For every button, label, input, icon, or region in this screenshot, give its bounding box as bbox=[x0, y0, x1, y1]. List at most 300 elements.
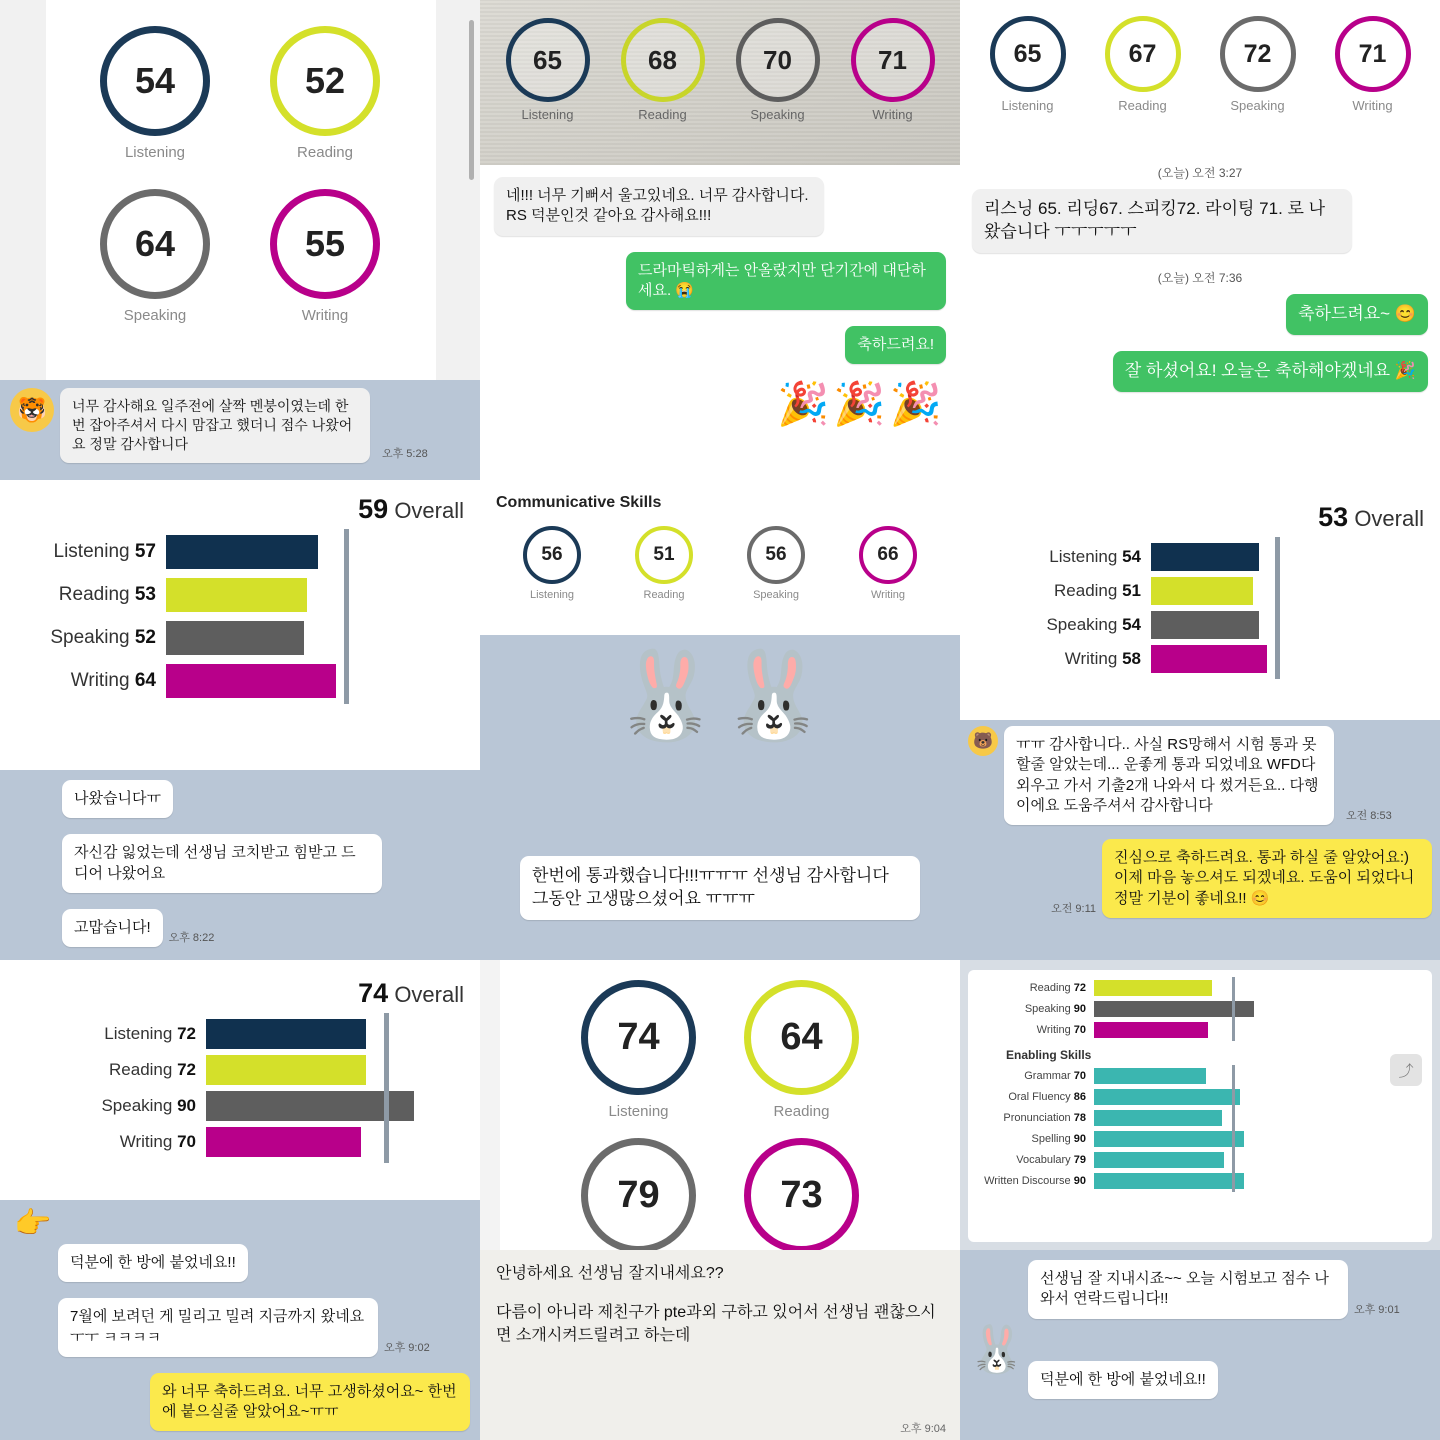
share-icon[interactable]: ⤴ bbox=[1390, 1054, 1422, 1086]
score-ring-writing bbox=[851, 18, 935, 122]
rabbit-sticker-icon: 🐰🐰 bbox=[612, 648, 828, 744]
bar-label bbox=[16, 1060, 206, 1080]
message-timestamp: 오후 9:04 bbox=[900, 1423, 946, 1435]
score-ring-listening bbox=[990, 16, 1066, 113]
chat-message-text: 안녕하세요 선생님 잘지내세요?? bbox=[496, 1265, 724, 1282]
chat-bubble: 고맙습니다! bbox=[62, 909, 163, 947]
bar-track bbox=[166, 664, 464, 698]
score-ring-label: Listening bbox=[608, 1103, 669, 1120]
chat-row bbox=[494, 177, 946, 244]
chat-bubble: 축하드려요! bbox=[845, 326, 946, 364]
chat-bubble: 선생님 잘 지내시죠~~ 오늘 시험보고 점수 나와서 연락드립니다!! bbox=[1028, 1260, 1348, 1319]
overall-score-value: 74 bbox=[358, 978, 389, 1008]
avatar: 🐯 bbox=[10, 388, 54, 432]
bar-track bbox=[206, 1019, 464, 1049]
bar-label bbox=[976, 1154, 1094, 1166]
score-ring-value: 79 bbox=[581, 1138, 696, 1253]
overall-score-value: 59 bbox=[358, 494, 389, 524]
bar-fill bbox=[1094, 980, 1212, 996]
bar-label-text: Reading bbox=[58, 584, 130, 605]
chat-thread-7 bbox=[0, 1200, 480, 1440]
collage-cell-9 bbox=[960, 960, 1440, 1440]
ring-row bbox=[496, 526, 944, 601]
score-ring-value: 71 bbox=[851, 18, 935, 102]
score-ring-value: 54 bbox=[100, 26, 210, 136]
bar-fill bbox=[206, 1091, 414, 1121]
overall-score bbox=[16, 978, 464, 1009]
bar-value: 53 bbox=[134, 584, 156, 605]
average-marker bbox=[1232, 1065, 1235, 1087]
bar-value: 72 bbox=[177, 1024, 196, 1043]
bar-label-text: Writing bbox=[1064, 649, 1118, 668]
bar-fill bbox=[206, 1127, 361, 1157]
score-ring-label: Reading bbox=[297, 144, 353, 161]
ring-row-top bbox=[18, 26, 462, 161]
average-marker bbox=[1232, 1128, 1235, 1150]
average-marker bbox=[1232, 1019, 1235, 1041]
scrollbar[interactable] bbox=[469, 20, 474, 180]
bar-value: 70 bbox=[177, 1132, 196, 1151]
overall-score-value: 53 bbox=[1318, 502, 1349, 532]
bar-value: 90 bbox=[1073, 1133, 1086, 1145]
bar-track bbox=[166, 535, 464, 569]
bar-label bbox=[16, 627, 166, 649]
bar-row-pronunciation bbox=[976, 1110, 1424, 1126]
bar-row-writing bbox=[976, 1022, 1424, 1038]
bar-label bbox=[976, 1091, 1094, 1103]
bar-fill bbox=[166, 664, 336, 698]
score-barchart-7 bbox=[0, 960, 480, 1200]
score-ring-label: Reading bbox=[773, 1103, 830, 1120]
bar-value: 86 bbox=[1073, 1091, 1086, 1103]
bar-value: 58 bbox=[1122, 649, 1141, 668]
score-ring-label: Writing bbox=[301, 307, 349, 324]
bar-track bbox=[1094, 1173, 1424, 1189]
bar-fill bbox=[1094, 1173, 1244, 1189]
bar-fill bbox=[1094, 1110, 1222, 1126]
chat-row bbox=[494, 326, 946, 372]
bar-row-reading bbox=[16, 578, 464, 612]
score-ring-value: 67 bbox=[1105, 16, 1181, 92]
score-ring-label: Speaking bbox=[753, 589, 799, 601]
bar-value: 90 bbox=[1073, 1175, 1086, 1187]
score-ring-label: Reading bbox=[643, 589, 685, 601]
bar-fill bbox=[1094, 1152, 1224, 1168]
bar-fill bbox=[1094, 1001, 1254, 1017]
score-panel-3 bbox=[960, 0, 1440, 150]
score-ring-value: 68 bbox=[621, 18, 705, 102]
chat-row bbox=[12, 834, 468, 901]
chat-row bbox=[496, 856, 944, 928]
average-marker bbox=[344, 658, 349, 704]
score-ring-reading bbox=[621, 18, 705, 122]
bar-label bbox=[976, 547, 1151, 567]
bar-label-text: Speaking bbox=[1024, 1003, 1071, 1015]
score-report-card-9 bbox=[960, 960, 1440, 1250]
chat-row bbox=[972, 189, 1428, 261]
chat-bubble: 너무 감사해요 일주전에 살짝 멘붕이였는데 한번 잡아주셔서 다시 맘잡고 했더니 점수 나왔어요 정말 감사합니다 bbox=[60, 388, 370, 463]
chat-bubble: 네!!! 너무 기뻐서 울고있네요. 너무 감사합니다. RS 덕분인것 같아요 감사해요!!! bbox=[494, 177, 824, 236]
score-ring-listening bbox=[581, 980, 696, 1120]
bar-fill bbox=[206, 1019, 366, 1049]
bar-label-text: Written Discourse bbox=[984, 1175, 1071, 1187]
chat-bubble: ㅠㅠ 감사합니다.. 사실 RS망해서 시험 통과 못할줄 알았는데... 운좋게 통과 되었네요 WFD다 외우고 가서 기출2개 나와서 다 썼거든요.. 다행이에요 도움주셔서 감사합니다 bbox=[1004, 726, 1334, 825]
score-ring-value: 55 bbox=[270, 189, 380, 299]
message-timestamp: 오후 5:28 bbox=[382, 447, 428, 460]
bar-row-oral-fluency bbox=[976, 1089, 1424, 1105]
bar-row-speaking bbox=[16, 621, 464, 655]
score-ring-label: Writing bbox=[872, 107, 913, 122]
score-ring-listening bbox=[523, 526, 581, 601]
score-ring-value: 66 bbox=[859, 526, 917, 584]
message-timestamp: 오전 8:53 bbox=[1346, 810, 1392, 822]
message-timestamp: 오전 9:11 bbox=[1051, 902, 1096, 915]
score-ring-label: Listening bbox=[529, 589, 575, 601]
overall-score bbox=[976, 502, 1424, 533]
chat-row bbox=[10, 1373, 470, 1440]
collage-cell-4 bbox=[0, 480, 480, 960]
chat-message-text: 다름이 아니라 제친구가 pte과외 구하고 있어서 선생님 괜찮으시면 소개시켜드릴려고 하는데 bbox=[496, 1304, 936, 1345]
collage-cell-1 bbox=[0, 0, 480, 480]
chat-bubble: 덕분에 한 방에 붙었네요!! bbox=[58, 1244, 248, 1282]
score-ring-label: Writing bbox=[870, 589, 906, 601]
message-timestamp: 오후 8:22 bbox=[168, 932, 215, 944]
average-marker bbox=[1232, 1149, 1235, 1171]
chat-thread-3 bbox=[960, 150, 1440, 480]
chat-row bbox=[972, 351, 1428, 400]
bar-row-speaking bbox=[976, 1001, 1424, 1017]
chat-thread-6 bbox=[960, 720, 1440, 960]
score-ring-value: 64 bbox=[100, 189, 210, 299]
bar-label bbox=[976, 1024, 1094, 1036]
bar-label-text: Speaking bbox=[50, 627, 130, 648]
bar-label-text: Reading bbox=[1054, 581, 1118, 600]
score-ring-value: 56 bbox=[747, 526, 805, 584]
bar-label-text: Listening bbox=[1049, 547, 1118, 566]
chat-row bbox=[972, 294, 1428, 343]
chat-thread-4 bbox=[0, 770, 480, 960]
bar-fill bbox=[1151, 645, 1267, 673]
collage-cell-5 bbox=[480, 480, 960, 960]
bar-fill bbox=[1151, 543, 1259, 571]
bar-label bbox=[16, 541, 166, 563]
bar-label bbox=[16, 670, 166, 692]
average-marker bbox=[1275, 639, 1280, 679]
chat-bubble: 덕분에 한 방에 붙었네요!! bbox=[1028, 1361, 1218, 1399]
bar-value: 57 bbox=[134, 541, 156, 562]
score-ring-label: Reading bbox=[638, 107, 687, 122]
score-panel-8 bbox=[480, 960, 960, 1250]
bar-label-text: Reading bbox=[1029, 982, 1071, 994]
bar-row-vocabulary bbox=[976, 1152, 1424, 1168]
chat-bubble: 나왔습니다ㅠ bbox=[62, 780, 173, 818]
score-ring-value: 65 bbox=[990, 16, 1066, 92]
bar-track bbox=[1094, 980, 1424, 996]
bar-label bbox=[976, 982, 1094, 994]
chat-row bbox=[968, 839, 1432, 926]
bar-label bbox=[976, 1070, 1094, 1082]
bar-label bbox=[976, 615, 1151, 635]
collage-cell-7 bbox=[0, 960, 480, 1440]
bar-fill bbox=[1094, 1022, 1208, 1038]
average-marker bbox=[1232, 998, 1235, 1020]
score-barchart-6 bbox=[960, 480, 1440, 720]
bar-row-spelling bbox=[976, 1131, 1424, 1147]
score-ring-label: Listening bbox=[124, 144, 186, 161]
bar-row-listening bbox=[16, 1019, 464, 1049]
bar-label bbox=[976, 581, 1151, 601]
score-ring-writing bbox=[270, 189, 380, 324]
chat-row bbox=[494, 252, 946, 319]
score-ring-label: Speaking bbox=[123, 307, 187, 324]
bar-label bbox=[976, 1175, 1094, 1187]
chat-bubble: 자신감 잃었는데 선생님 코치받고 힘받고 드디어 나왔어요 bbox=[62, 834, 382, 893]
overall-score bbox=[16, 494, 464, 525]
chat-row bbox=[970, 1361, 1430, 1407]
score-ring-speaking bbox=[581, 1138, 696, 1253]
ring-row bbox=[970, 16, 1430, 113]
score-photo-2 bbox=[480, 0, 960, 165]
bar-label bbox=[16, 1024, 206, 1044]
bar-value: 54 bbox=[1122, 615, 1141, 634]
bar-label bbox=[16, 1132, 206, 1152]
section-title: Enabling Skills bbox=[1006, 1048, 1092, 1062]
bar-label bbox=[976, 1133, 1094, 1145]
bar-value: 90 bbox=[1073, 1003, 1086, 1015]
chat-bubble: 한번에 통과했습니다!!!ㅠㅠㅠ 선생님 감사합니다 그동안 고생많으셨어요 ㅠㅠㅠ bbox=[520, 856, 920, 920]
score-ring-value: 72 bbox=[1220, 16, 1296, 92]
bar-label-text: Speaking bbox=[1046, 615, 1118, 634]
bar-fill bbox=[1094, 1068, 1206, 1084]
bar-label-text: Oral Fluency bbox=[1008, 1091, 1071, 1103]
bar-label-text: Vocabulary bbox=[1016, 1154, 1071, 1166]
message-timestamp: 오후 9:01 bbox=[1354, 1303, 1400, 1316]
score-ring-reading bbox=[270, 26, 380, 161]
bar-row-reading bbox=[976, 980, 1424, 996]
score-ring-listening bbox=[506, 18, 590, 122]
score-ring-speaking bbox=[747, 526, 805, 601]
score-barchart-4 bbox=[0, 480, 480, 770]
panel-gutter-left bbox=[0, 0, 46, 380]
score-ring-label: Reading bbox=[1118, 98, 1167, 113]
bar-label-text: Listening bbox=[53, 541, 130, 562]
bar-value: 72 bbox=[177, 1060, 196, 1079]
bar-track bbox=[1151, 611, 1424, 639]
overall-score-label: Overall bbox=[394, 498, 464, 523]
chat-thread-1 bbox=[0, 380, 480, 480]
bar-value: 54 bbox=[1122, 547, 1141, 566]
score-ring-speaking bbox=[100, 189, 210, 324]
bar-track bbox=[1151, 645, 1424, 673]
bar-row-listening bbox=[16, 535, 464, 569]
overall-score-label: Overall bbox=[394, 982, 464, 1007]
score-ring-label: Speaking bbox=[1230, 98, 1285, 113]
bar-label bbox=[976, 649, 1151, 669]
bar-value: 51 bbox=[1122, 581, 1141, 600]
party-popper-icon: 🎉🎉🎉 bbox=[777, 380, 946, 428]
chat-thread-2 bbox=[480, 165, 960, 480]
bar-label-text: Reading bbox=[109, 1060, 173, 1079]
chat-row bbox=[970, 1260, 1430, 1327]
average-marker bbox=[1232, 1170, 1235, 1192]
bar-track bbox=[1094, 1110, 1424, 1126]
chat-bubble: 진심으로 축하드려요. 통과 하실 줄 알았어요:) 이제 마음 놓으셔도 되겠네요. 도움이 되었다니 정말 기분이 좋네요!! 😊 bbox=[1102, 839, 1432, 918]
bar-value: 52 bbox=[134, 627, 156, 648]
bar-track bbox=[1151, 543, 1424, 571]
bar-label-text: Speaking bbox=[101, 1096, 173, 1115]
bar-value: 78 bbox=[1073, 1112, 1086, 1124]
section-title: Communicative Skills bbox=[496, 494, 662, 511]
bar-track bbox=[206, 1055, 464, 1085]
bar-label bbox=[976, 1003, 1094, 1015]
chat-bubble: 와 너무 축하드려요. 너무 고생하셨어요~ 한번에 붙으실줄 알았어요~ㅠㅠ bbox=[150, 1373, 470, 1432]
message-timestamp: 오후 9:02 bbox=[384, 1341, 430, 1354]
score-ring-reading bbox=[744, 980, 859, 1120]
bar-value: 64 bbox=[134, 670, 156, 691]
bar-label bbox=[16, 584, 166, 606]
bar-value: 90 bbox=[177, 1096, 196, 1115]
score-ring-writing bbox=[1335, 16, 1411, 113]
bar-row-writing bbox=[976, 645, 1424, 673]
chat-date-divider: (오늘) 오전 7:36 bbox=[1157, 270, 1243, 285]
average-marker bbox=[344, 572, 349, 618]
bar-fill bbox=[1094, 1131, 1244, 1147]
chat-row-emoji bbox=[494, 380, 946, 429]
bar-track bbox=[1094, 1089, 1424, 1105]
ring-row-top bbox=[496, 980, 944, 1120]
report-card bbox=[968, 970, 1432, 1242]
score-ring-reading bbox=[635, 526, 693, 601]
bar-row-grammar bbox=[976, 1068, 1424, 1084]
chat-bubble: 잘 하셨어요! 오늘은 축하해야겠네요 🎉 bbox=[1113, 351, 1428, 392]
bar-fill bbox=[166, 535, 318, 569]
bar-track bbox=[166, 621, 464, 655]
score-ring-value: 56 bbox=[523, 526, 581, 584]
score-ring-writing bbox=[859, 526, 917, 601]
chat-thread-8 bbox=[480, 1250, 960, 1440]
bar-track bbox=[1094, 1131, 1424, 1147]
chat-row bbox=[10, 1244, 470, 1290]
chat-row bbox=[12, 780, 468, 826]
bar-track bbox=[1094, 1152, 1424, 1168]
panel-gutter-left bbox=[480, 960, 500, 1250]
score-ring-value: 74 bbox=[581, 980, 696, 1095]
chat-row bbox=[12, 909, 468, 955]
bar-value: 70 bbox=[1073, 1070, 1086, 1082]
bar-row-speaking bbox=[16, 1091, 464, 1121]
bar-fill bbox=[1151, 611, 1259, 639]
bar-track bbox=[1094, 1001, 1424, 1017]
bar-fill bbox=[1151, 577, 1253, 605]
score-ring-listening bbox=[100, 26, 210, 161]
bar-label-text: Grammar bbox=[1024, 1070, 1071, 1082]
bar-track bbox=[166, 578, 464, 612]
collage-cell-3 bbox=[960, 0, 1440, 480]
avatar: 🐻 bbox=[968, 726, 998, 756]
score-ring-value: 64 bbox=[744, 980, 859, 1095]
bar-label-text: Spelling bbox=[1031, 1133, 1071, 1145]
bar-track bbox=[1094, 1022, 1424, 1038]
bar-label-text: Writing bbox=[119, 1132, 173, 1151]
bar-value: 72 bbox=[1073, 982, 1086, 994]
chat-bubble: 축하드려요~ 😊 bbox=[1286, 294, 1428, 335]
chat-thread-5 bbox=[480, 635, 960, 960]
bar-fill bbox=[166, 621, 304, 655]
score-ring-label: Listening bbox=[1001, 98, 1054, 113]
ring-row-bottom bbox=[18, 189, 462, 324]
score-ring-value: 52 bbox=[270, 26, 380, 136]
bar-row-reading bbox=[16, 1055, 464, 1085]
collage-cell-6 bbox=[960, 480, 1440, 960]
hand-sticker-icon: 👉 bbox=[14, 1207, 52, 1240]
average-marker bbox=[344, 529, 349, 575]
average-marker bbox=[1232, 1086, 1235, 1108]
average-marker bbox=[1232, 977, 1235, 999]
collage-cell-2 bbox=[480, 0, 960, 480]
collage-cell-8 bbox=[480, 960, 960, 1440]
score-panel-1 bbox=[0, 0, 480, 380]
bar-fill bbox=[206, 1055, 366, 1085]
score-ring-value: 70 bbox=[736, 18, 820, 102]
score-ring-label: Writing bbox=[1352, 98, 1393, 113]
average-marker bbox=[384, 1121, 389, 1163]
score-ring-writing bbox=[744, 1138, 859, 1253]
bar-label-text: Writing bbox=[70, 670, 130, 691]
chat-date-divider: (오늘) 오전 3:27 bbox=[1157, 166, 1243, 180]
bar-track bbox=[206, 1127, 464, 1157]
score-ring-speaking bbox=[1220, 16, 1296, 113]
bar-row-speaking bbox=[976, 611, 1424, 639]
bar-value: 70 bbox=[1073, 1024, 1086, 1036]
bar-track bbox=[1094, 1068, 1424, 1084]
bar-row-writing bbox=[16, 1127, 464, 1157]
chat-row bbox=[10, 1298, 470, 1365]
bar-label-text: Pronunciation bbox=[1003, 1112, 1071, 1124]
score-ring-value: 65 bbox=[506, 18, 590, 102]
bar-fill bbox=[166, 578, 307, 612]
chat-bubble: 리스닝 65. 리딩67. 스피킹72. 라이팅 71. 로 나왔습니다 ㅜㅜㅜㅜㅜ bbox=[972, 189, 1352, 253]
chat-bubble: 7월에 보려던 게 밀리고 밀려 지금까지 왔네요ㅜㅜ ㅋㅋㅋㅋ bbox=[58, 1298, 378, 1357]
overall-score-label: Overall bbox=[1354, 506, 1424, 531]
bar-value: 79 bbox=[1073, 1154, 1086, 1166]
chat-bubble: 드라마틱하게는 안올랐지만 단기간에 대단하세요. 😭 bbox=[626, 252, 946, 311]
bar-row-reading bbox=[976, 577, 1424, 605]
ring-row bbox=[480, 18, 960, 122]
average-marker bbox=[1232, 1107, 1235, 1129]
bar-row-writing bbox=[16, 664, 464, 698]
bar-row-written-discourse bbox=[976, 1173, 1424, 1189]
bar-label-text: Writing bbox=[1036, 1024, 1071, 1036]
bar-fill bbox=[1094, 1089, 1240, 1105]
bar-label bbox=[976, 1112, 1094, 1124]
bar-label bbox=[16, 1096, 206, 1116]
score-ring-label: Speaking bbox=[750, 107, 805, 122]
bar-row-listening bbox=[976, 543, 1424, 571]
score-ring-value: 73 bbox=[744, 1138, 859, 1253]
communicative-skills-panel bbox=[480, 480, 960, 635]
score-ring-reading bbox=[1105, 16, 1181, 113]
bar-track bbox=[206, 1091, 464, 1121]
rabbit-sticker-icon: 🐰 bbox=[968, 1323, 1026, 1375]
chat-thread-9 bbox=[960, 1250, 1440, 1440]
bar-track bbox=[1151, 577, 1424, 605]
ring-row-bottom bbox=[496, 1138, 944, 1253]
score-ring-value: 71 bbox=[1335, 16, 1411, 92]
average-marker bbox=[344, 615, 349, 661]
bar-label-text: Listening bbox=[104, 1024, 173, 1043]
score-ring-speaking bbox=[736, 18, 820, 122]
score-ring-value: 51 bbox=[635, 526, 693, 584]
